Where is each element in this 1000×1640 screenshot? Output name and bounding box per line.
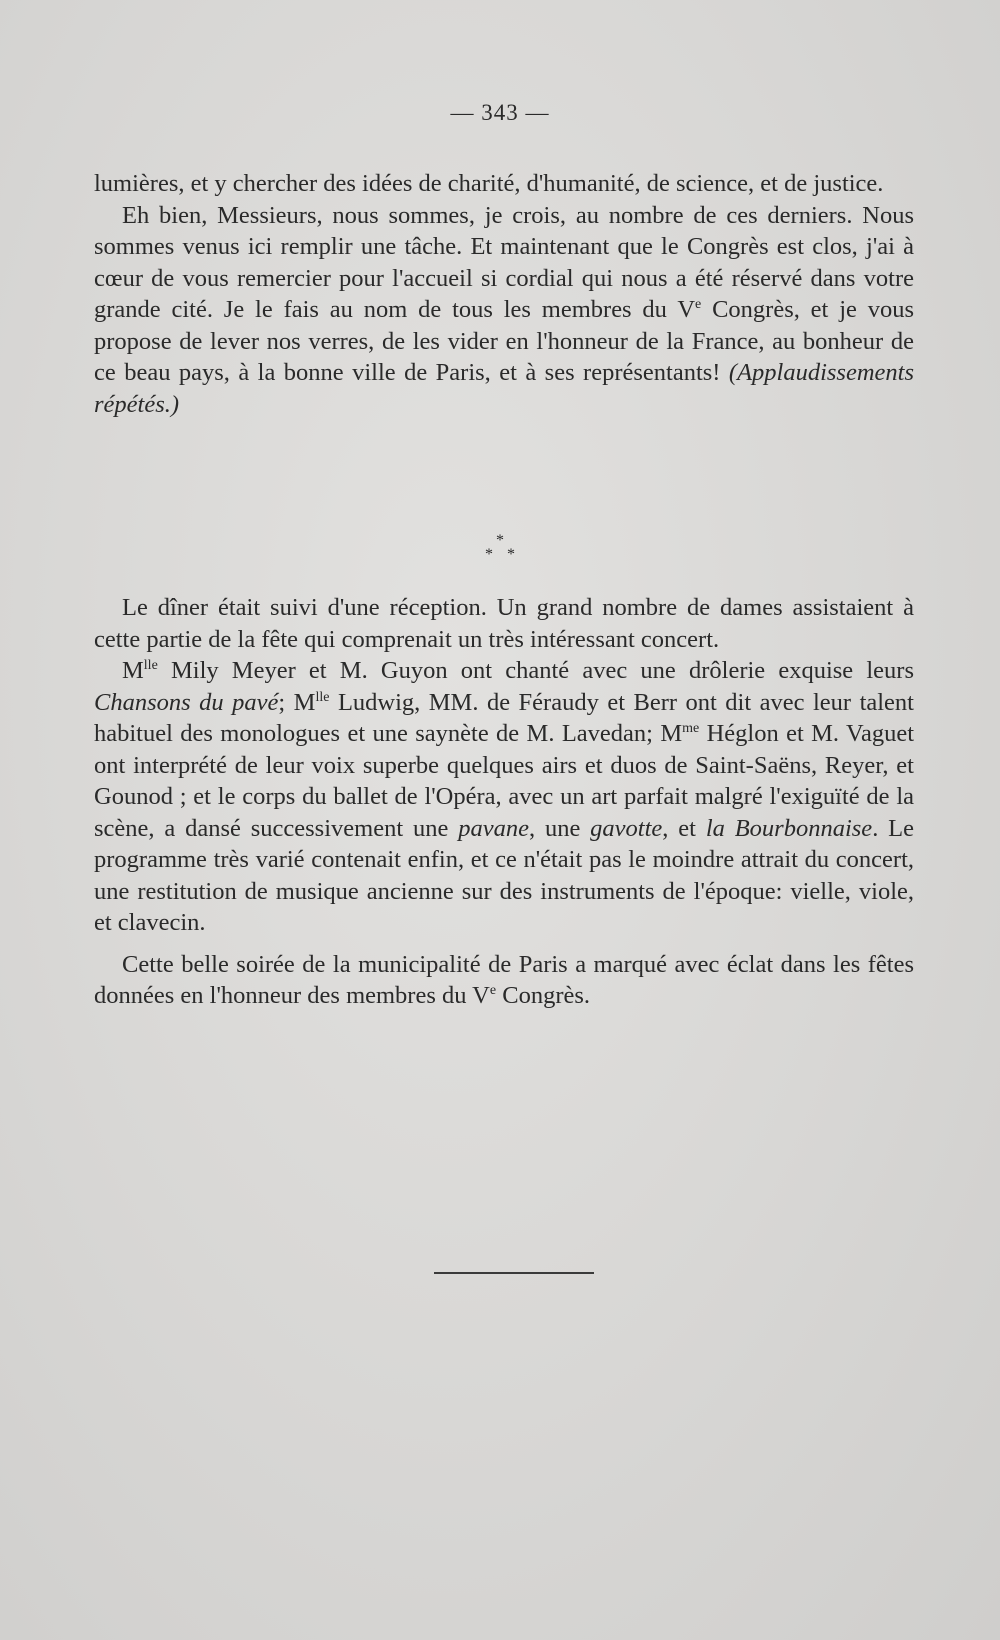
paragraph-continuation: lumières, et y chercher des idées de charité, d'humanité, de science, et de justice.: [94, 170, 884, 197]
paragraph-toast: [94, 200, 914, 421]
text-block-upper: [94, 168, 914, 420]
applause-note: (Applaudissements répétés.): [94, 359, 914, 418]
asterism-divider: [0, 534, 1000, 562]
text-run: Congrès.: [496, 982, 591, 1009]
paragraph-toast-text: Eh bien, Messieurs, nous sommes, je crois, au nombre de ces derniers. Nous sommes venus ici remplir une tâche. Et maintenant que le Congrès est clos, j'ai à cœur de vous remercier pour l'accueil si cordial qui nous a été réservé dans votre grande cité. Je le fais au nom de tous les membres du V: [94, 201, 914, 323]
text-run: M: [122, 657, 144, 684]
text-block-lower: [94, 592, 914, 1012]
section-end-rule: [434, 1272, 594, 1274]
superscript: e: [489, 983, 497, 998]
dance-bourbonnaise: la Bourbonnaise: [705, 814, 873, 842]
text-run: Cette belle soirée de la municipalité de Paris a marqué avec éclat dans les fêtes données en l'honneur des membres du V: [94, 950, 914, 1009]
superscript: e: [695, 297, 702, 312]
paragraph-toast-text-end: Congrès, et je vous propose de lever nos verres, de les vider en l'honneur de la France, au bonheur de ce beau pays, à la bonne ville de Paris, et à ses représentants!: [94, 296, 914, 386]
title-chansons: Chansons du pavé: [94, 688, 279, 716]
text-run: ; M: [278, 688, 316, 716]
superscript: me: [682, 721, 700, 736]
text-run: , et: [662, 814, 706, 842]
paragraph-closing: [94, 949, 914, 1012]
asterism-top: *: [496, 532, 504, 549]
dance-pavane: pavane: [458, 814, 529, 842]
superscript: lle: [143, 658, 158, 673]
text-run: , une: [528, 814, 591, 842]
paragraph-reception: Le dîner était suivi d'une réception. Un grand nombre de dames assistaient à cette partie de la fête qui comprenait un très intéressant concert.: [94, 594, 914, 653]
text-run: Mily Meyer et M. Guyon ont chanté avec une drôlerie exquise leurs: [157, 657, 914, 684]
asterism-bottom: **: [485, 546, 529, 563]
text-run: . Le programme très varié contenait enfin, et ce n'était pas le moindre attrait du concert, une restitution de musique ancienne sur des instruments de l'époque: vielle, viole, et clavecin.: [94, 814, 915, 936]
page-number: — 343 —: [450, 100, 550, 125]
paragraph-concert: [94, 655, 914, 939]
text-run: Ludwig, MM. de Féraudy et Berr ont dit avec leur talent habituel des monologues et une saynète de M. Lavedan; M: [94, 688, 914, 747]
superscript: lle: [315, 689, 330, 705]
dance-gavotte: gavotte: [590, 814, 663, 842]
text-run: Héglon et M. Vaguet ont interprété de leur voix superbe quelques airs et duos de Saint-Saëns, Reyer, et Gounod ; et le corps du ballet de l'Opéra, avec un art parfait malgré l'exiguïté de la scène, a dansé successivement une: [94, 720, 914, 842]
